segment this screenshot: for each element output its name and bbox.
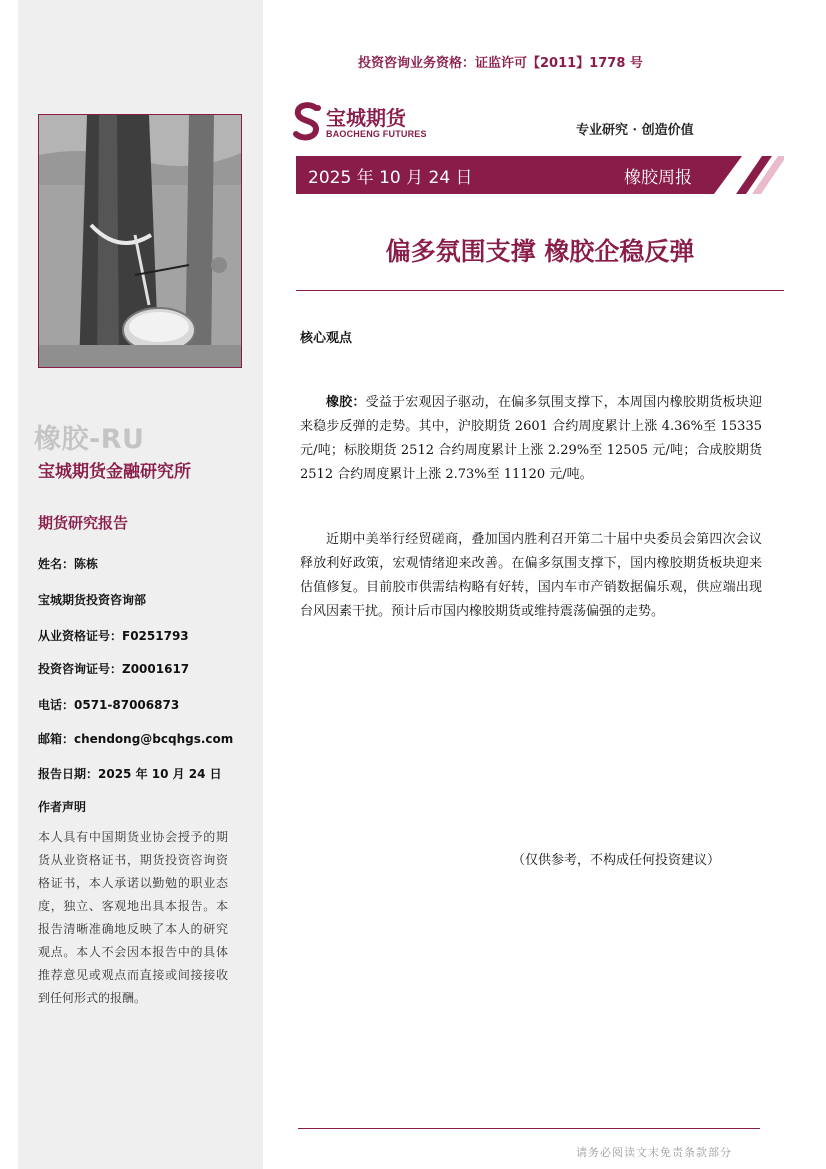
declaration-title: 作者声明 bbox=[38, 800, 87, 814]
declaration-text: 本人具有中国期货业协会授予的期货从业资格证书，期货投资咨询资格证书，本人承诺以勤勉的职业态度，独立、客观地出具本报告。本报告清晰准确地反映了本人的研究观点。本人不会因本报告中的具体推荐意见或观点而直接或间接接收到任何形式的报酬。 bbox=[38, 830, 228, 1005]
report-type-label: 期货研究报告 bbox=[38, 514, 129, 532]
page-title: 偏多氛围支撑 橡胶企稳反弹 bbox=[385, 237, 695, 266]
sidebar-heading: 橡胶-RU bbox=[34, 424, 145, 455]
paragraph-rubber bbox=[300, 391, 762, 487]
report-date-banner: 2025 年 10 月 24 日 bbox=[308, 168, 473, 188]
report-kind: 橡胶周报 bbox=[624, 168, 692, 188]
department-name: 宝城期货投资咨询部 bbox=[38, 593, 147, 607]
practice-license: 从业资格证号：F0251793 bbox=[38, 629, 189, 643]
phone-number: 电话：0571-87006873 bbox=[38, 698, 180, 712]
institute-name: 宝城期货金融研究所 bbox=[38, 462, 191, 482]
logo-mark-icon bbox=[292, 102, 324, 142]
report-date: 报告日期：2025 年 10 月 24 日 bbox=[38, 767, 222, 781]
logo-chinese-name: 宝城期货 bbox=[326, 106, 406, 130]
license-line: 投资咨询业务资格：证监许可【2011】1778 号 bbox=[358, 56, 643, 71]
slogan: 专业研究 · 创造价值 bbox=[576, 123, 694, 138]
logo-english-name: BAOCHENG FUTURES bbox=[326, 129, 427, 139]
footer-divider bbox=[298, 1128, 760, 1129]
paragraph-lead: 橡胶： bbox=[326, 395, 366, 410]
author-name: 姓名：陈栋 bbox=[38, 557, 99, 571]
email-address[interactable]: 邮箱：chendong@bcqhgs.com bbox=[38, 732, 234, 746]
company-logo bbox=[292, 102, 442, 144]
paragraph-outlook: 近期中美举行经贸磋商，叠加国内胜利召开第二十届中央委员会第四次会议释放利好政策，宏观情绪迎来改善。在偏多氛围支撑下，国内橡胶期货板块迎来估值修复。目前胶市供需结构略有好转，国内车市产销数据偏乐观，供应端出现台风因素干扰。预计后市国内橡胶期货或维持震荡偏强的走势。 bbox=[300, 532, 762, 619]
paragraph-rubber-text: 受益于宏观因子驱动，在偏多氛围支撑下，本周国内橡胶期货板块迎来稳步反弹的走势。其中，沪胶期货 2601 合约周度累计上涨 4.36%至 15335 元/吨；标胶期货 2512 合约周度累计上涨 2.29%至 12505 元/吨；合成胶期货 2512 合约周度累计上涨 2.73%至 11120 元/吨。 bbox=[300, 395, 762, 482]
core-view-heading: 核心观点 bbox=[300, 331, 353, 346]
consult-license: 投资咨询证号：Z0001617 bbox=[38, 662, 190, 676]
footer-note: 请务必阅读文末免责条款部分 bbox=[576, 1146, 732, 1159]
rubber-tree-photo bbox=[38, 114, 242, 368]
investment-disclaimer: （仅供参考，不构成任何投资建议） bbox=[512, 853, 721, 868]
title-divider bbox=[296, 290, 784, 291]
